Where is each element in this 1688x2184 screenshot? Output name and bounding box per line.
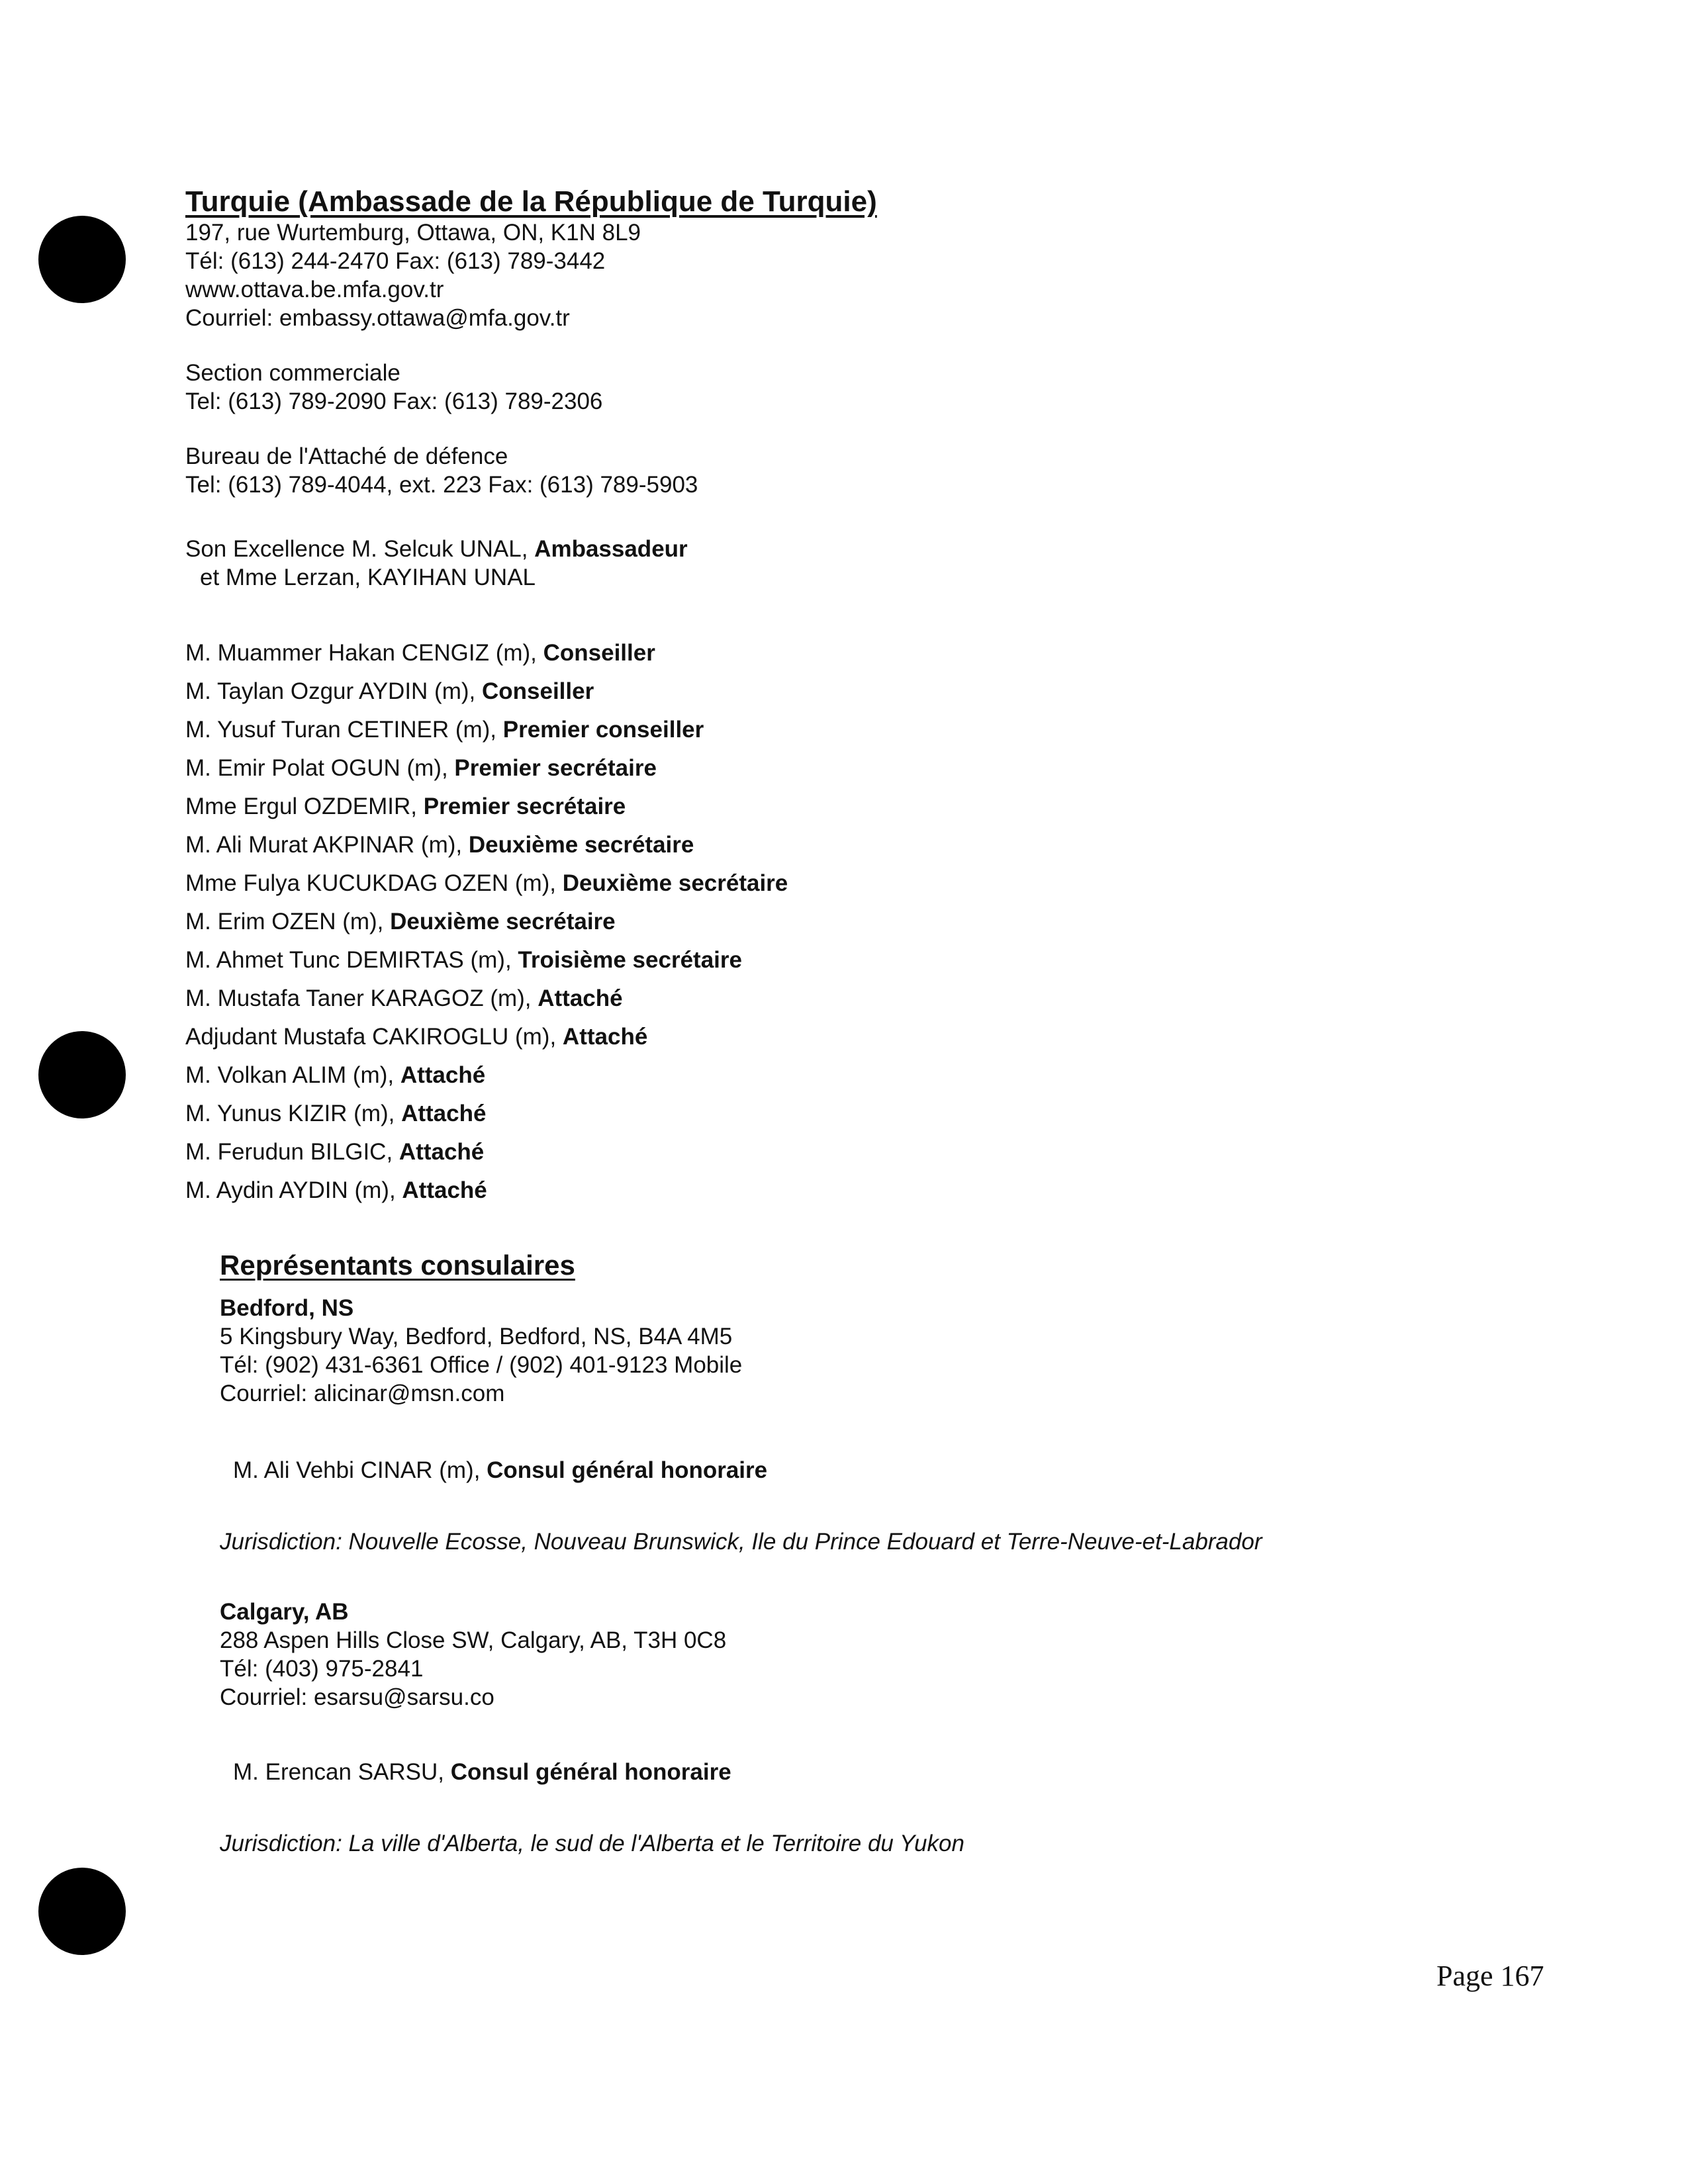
embassy-phone-fax: Tél: (613) 244-2470 Fax: (613) 789-3442 xyxy=(185,248,606,274)
defence-attache-label: Bureau de l'Attaché de défence xyxy=(185,443,508,469)
embassy-title: Turquie (Ambassade de la République de Turquie) xyxy=(185,185,877,218)
staff-entry: Mme Fulya KUCUKDAG OZEN (m), Deuxième secrétaire xyxy=(185,870,788,896)
staff-entry: M. Ahmet Tunc DEMIRTAS (m), Troisième secrétaire xyxy=(185,947,742,973)
staff-entry: M. Ferudun BILGIC, Attaché xyxy=(185,1139,485,1165)
ambassador-line xyxy=(185,535,688,563)
bedford-address: 5 Kingsbury Way, Bedford, Bedford, NS, B4A 4M5 xyxy=(220,1324,733,1349)
bedford-phone: Tél: (902) 431-6361 Office / (902) 401-9123 Mobile xyxy=(220,1352,743,1378)
calgary-email: Courriel: esarsu@sarsu.co xyxy=(220,1684,494,1710)
calgary-address: 288 Aspen Hills Close SW, Calgary, AB, T3H 0C8 xyxy=(220,1627,727,1653)
embassy-website: www.ottava.be.mfa.gov.tr xyxy=(185,277,444,302)
defence-phone-fax: Tel: (613) 789-4044, ext. 223 Fax: (613) 789-5903 xyxy=(185,472,698,498)
staff-entry: M. Volkan ALIM (m), Attaché xyxy=(185,1062,486,1088)
page-number: Page 167 xyxy=(1436,1960,1544,1992)
calgary-phone: Tél: (403) 975-2841 xyxy=(220,1656,424,1682)
calgary-city: Calgary, AB xyxy=(220,1599,349,1625)
commercial-phone-fax: Tel: (613) 789-2090 Fax: (613) 789-2306 xyxy=(185,388,603,414)
consular-heading: Représentants consulaires xyxy=(220,1250,575,1281)
staff-entry: M. Yunus KIZIR (m), Attaché xyxy=(185,1101,487,1126)
staff-entry: M. Aydin AYDIN (m), Attaché xyxy=(185,1177,487,1203)
ambassador-spouse: et Mme Lerzan, KAYIHAN UNAL xyxy=(200,565,536,590)
ambassador-title: Ambassadeur xyxy=(534,536,688,562)
embassy-email: Courriel: embassy.ottawa@mfa.gov.tr xyxy=(185,305,570,331)
calgary-consul: M. Erencan SARSU, Consul général honoraire xyxy=(233,1759,731,1785)
staff-entry: M. Muammer Hakan CENGIZ (m), Conseiller xyxy=(185,640,655,666)
staff-entry: M. Yusuf Turan CETINER (m), Premier conseiller xyxy=(185,717,704,743)
punch-hole-top xyxy=(38,216,126,303)
staff-entry: Mme Ergul OZDEMIR, Premier secrétaire xyxy=(185,794,626,819)
punch-hole-bottom xyxy=(38,1868,126,1955)
commercial-section-label: Section commerciale xyxy=(185,360,400,386)
punch-hole-middle xyxy=(38,1031,126,1118)
ambassador-name: Son Excellence M. Selcuk UNAL, xyxy=(185,536,535,562)
staff-entry: M. Ali Murat AKPINAR (m), Deuxième secrétaire xyxy=(185,832,694,858)
embassy-address: 197, rue Wurtemburg, Ottawa, ON, K1N 8L9 xyxy=(185,220,641,246)
bedford-email: Courriel: alicinar@msn.com xyxy=(220,1381,505,1406)
bedford-jurisdiction: Jurisdiction: Nouvelle Ecosse, Nouveau Brunswick, Ile du Prince Edouard et Terre-Neuve-et-Labrador xyxy=(220,1529,1262,1555)
bedford-city: Bedford, NS xyxy=(220,1295,354,1321)
staff-entry: M. Mustafa Taner KARAGOZ (m), Attaché xyxy=(185,985,623,1011)
staff-entry: M. Emir Polat OGUN (m), Premier secrétaire xyxy=(185,755,657,781)
staff-entry: Adjudant Mustafa CAKIROGLU (m), Attaché xyxy=(185,1024,648,1050)
bedford-consul: M. Ali Vehbi CINAR (m), Consul général honoraire xyxy=(233,1457,768,1483)
staff-list xyxy=(185,634,788,1210)
staff-entry: M. Erim OZEN (m), Deuxième secrétaire xyxy=(185,909,616,934)
staff-entry: M. Taylan Ozgur AYDIN (m), Conseiller xyxy=(185,678,594,704)
calgary-jurisdiction: Jurisdiction: La ville d'Alberta, le sud de l'Alberta et le Territoire du Yukon xyxy=(220,1831,964,1856)
